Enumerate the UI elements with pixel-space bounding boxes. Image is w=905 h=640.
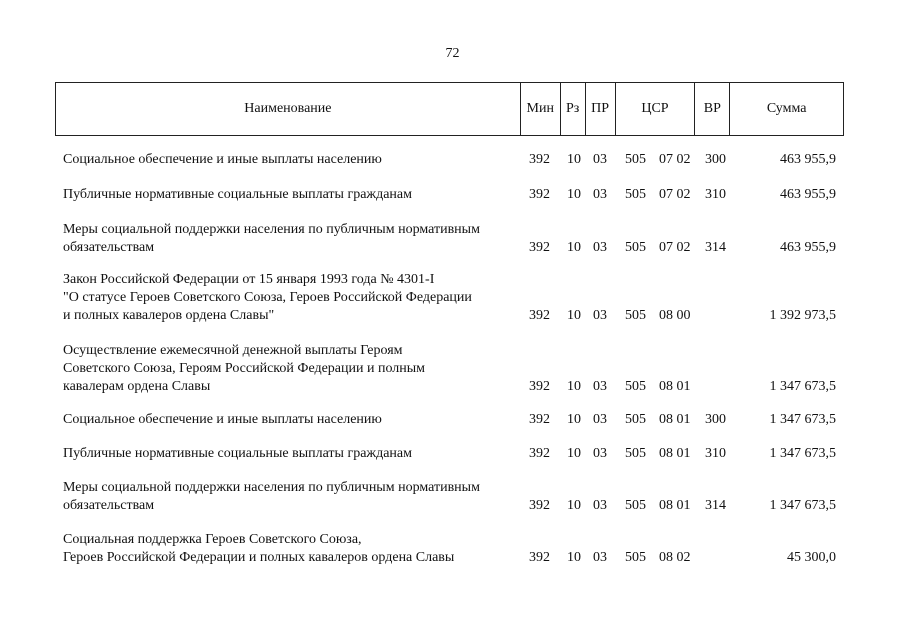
row-pr: 03 — [593, 412, 607, 427]
header-sum: Сумма — [729, 83, 843, 135]
row-name: Осуществление ежемесячной денежной выплаты Героям Советского Союза, Героям Российской Федерации и полным кавалерам ордена Славы — [63, 343, 426, 394]
row-csr-program: 505 — [625, 187, 646, 202]
row-csr-program: 505 — [625, 308, 646, 323]
row-csr-program: 505 — [625, 240, 646, 255]
row-min: 392 — [529, 240, 550, 255]
header-pr: ПР — [585, 83, 615, 135]
row-rz: 10 — [567, 152, 581, 167]
row-csr-program: 505 — [625, 550, 646, 565]
row-csr-program: 505 — [625, 446, 646, 461]
row-min: 392 — [529, 550, 550, 565]
row-min: 392 — [529, 498, 550, 513]
table-row — [55, 271, 844, 325]
row-min: 392 — [529, 412, 550, 427]
row-csr-code: 08 01 — [659, 412, 691, 427]
row-rz: 10 — [567, 379, 581, 394]
header-name: Наименование — [244, 101, 332, 116]
row-rz: 10 — [567, 187, 581, 202]
row-pr: 03 — [593, 498, 607, 513]
row-csr-code: 07 02 — [659, 152, 691, 167]
row-sum: 1 392 973,5 — [769, 308, 836, 323]
row-min: 392 — [529, 152, 550, 167]
row-csr-code: 08 00 — [659, 308, 691, 323]
table-row — [55, 151, 844, 169]
table-row — [55, 479, 844, 515]
row-name: Закон Российской Федерации от 15 января 1993 года № 4301-I "О статусе Героев Советского Союза, Героев Российской Федерации и полных кавалеров ордена Славы" — [63, 272, 472, 323]
table-row — [55, 342, 844, 396]
table-row — [55, 221, 844, 257]
row-min: 392 — [529, 308, 550, 323]
row-pr: 03 — [593, 379, 607, 394]
row-name: Публичные нормативные социальные выплаты гражданам — [63, 446, 412, 461]
row-csr-code: 08 01 — [659, 379, 691, 394]
row-sum: 463 955,9 — [780, 152, 836, 167]
row-vr: 310 — [705, 446, 726, 461]
row-csr-program: 505 — [625, 498, 646, 513]
row-sum: 463 955,9 — [780, 187, 836, 202]
row-pr: 03 — [593, 446, 607, 461]
row-name: Публичные нормативные социальные выплаты гражданам — [63, 187, 412, 202]
row-csr-program: 505 — [625, 379, 646, 394]
row-rz: 10 — [567, 550, 581, 565]
row-csr-code: 07 02 — [659, 240, 691, 255]
row-vr: 314 — [705, 498, 726, 513]
row-min: 392 — [529, 187, 550, 202]
table-row — [55, 186, 844, 204]
row-name: Социальная поддержка Героев Советского Союза, Героев Российской Федерации и полных кавалеров ордена Славы — [63, 532, 455, 565]
table-header — [55, 82, 844, 136]
row-pr: 03 — [593, 240, 607, 255]
row-csr-code: 08 02 — [659, 550, 691, 565]
header-vr: ВР — [694, 83, 729, 135]
row-csr-code: 08 01 — [659, 446, 691, 461]
row-csr-code: 07 02 — [659, 187, 691, 202]
row-name: Меры социальной поддержки населения по публичным нормативным обязательствам — [63, 222, 480, 255]
row-rz: 10 — [567, 412, 581, 427]
row-pr: 03 — [593, 152, 607, 167]
row-sum: 1 347 673,5 — [769, 379, 836, 394]
row-vr: 300 — [705, 152, 726, 167]
header-min: Мин — [520, 83, 560, 135]
header-rz: Рз — [560, 83, 585, 135]
table-row — [55, 411, 844, 429]
row-sum: 45 300,0 — [787, 550, 836, 565]
row-name: Социальное обеспечение и иные выплаты населению — [63, 152, 382, 167]
row-sum: 1 347 673,5 — [769, 446, 836, 461]
row-name: Меры социальной поддержки населения по публичным нормативным обязательствам — [63, 480, 480, 513]
page-number: 72 — [445, 46, 460, 61]
row-vr: 300 — [705, 412, 726, 427]
row-sum: 463 955,9 — [780, 240, 836, 255]
row-name: Социальное обеспечение и иные выплаты населению — [63, 412, 382, 427]
row-rz: 10 — [567, 240, 581, 255]
row-vr: 310 — [705, 187, 726, 202]
row-sum: 1 347 673,5 — [769, 412, 836, 427]
row-pr: 03 — [593, 308, 607, 323]
row-pr: 03 — [593, 550, 607, 565]
row-csr-code: 08 01 — [659, 498, 691, 513]
table-row — [55, 445, 844, 463]
row-min: 392 — [529, 446, 550, 461]
header-csr: ЦСР — [615, 83, 695, 135]
row-sum: 1 347 673,5 — [769, 498, 836, 513]
row-min: 392 — [529, 379, 550, 394]
row-vr: 314 — [705, 240, 726, 255]
row-rz: 10 — [567, 498, 581, 513]
row-rz: 10 — [567, 446, 581, 461]
row-csr-program: 505 — [625, 152, 646, 167]
row-pr: 03 — [593, 187, 607, 202]
row-csr-program: 505 — [625, 412, 646, 427]
table-row — [55, 531, 844, 567]
row-rz: 10 — [567, 308, 581, 323]
